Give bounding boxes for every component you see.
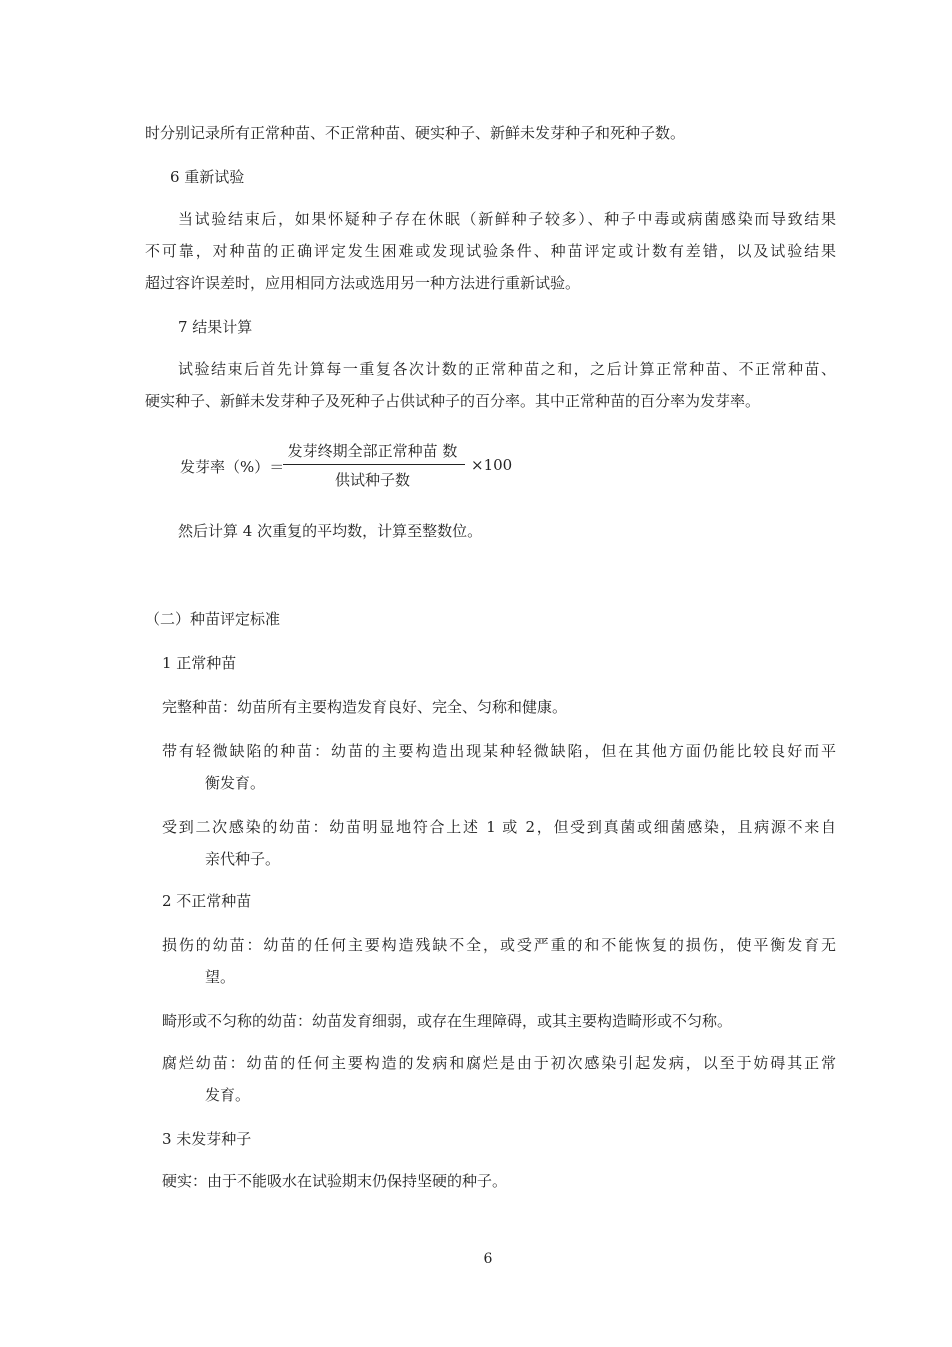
sub1-item2-line2: 衡发育。 [205, 774, 266, 792]
formula-multiplier: ×100 [471, 456, 513, 474]
paragraph-s6-line2: 不可靠，对种苗的正确评定发生困难或发现试验条件、种苗评定或计数有差错，以及试验结果 [145, 242, 836, 260]
sub2-item3-line1: 腐烂幼苗：幼苗的任何主要构造的发病和腐烂是由于初次感染引起发病，以至于妨碍其正常 [162, 1054, 836, 1072]
sub2-item3-line2: 发育。 [205, 1086, 251, 1104]
section-heading-7: 7 结果计算 [178, 318, 253, 336]
sub1-item2-line1: 带有轻微缺陷的种苗：幼苗的主要构造出现某种轻微缺陷，但在其他方面仍能比较良好而平 [162, 742, 836, 760]
section-heading-6: 6 重新试验 [170, 168, 245, 186]
formula-lhs: 发芽率（%）＝ [180, 458, 285, 476]
sub2-item1-line2: 望。 [205, 968, 236, 986]
paragraph-s7-after: 然后计算 4 次重复的平均数，计算至整数位。 [178, 522, 483, 540]
part2-heading: （二）种苗评定标准 [145, 610, 281, 628]
fraction-bar [283, 464, 465, 465]
sub1-heading: 1 正常种苗 [162, 654, 237, 672]
paragraph-s7-line2: 硬实种子、新鲜未发芽种子及死种子占供试种子的百分率。其中正常种苗的百分率为发芽率。 [145, 392, 761, 410]
sub1-item1: 完整种苗：幼苗所有主要构造发育良好、完全、匀称和健康。 [162, 698, 568, 716]
page-number: 6 [483, 1251, 493, 1267]
paragraph-s6-line3: 超过容许误差时，应用相同方法或选用另一种方法进行重新试验。 [145, 274, 581, 292]
paragraph-s6-line1: 当试验结束后，如果怀疑种子存在休眠（新鲜种子较多）、种子中毒或病菌感染而导致结果 [178, 210, 836, 228]
formula-denominator: 供试种子数 [334, 471, 410, 489]
paragraph-s5-tail: 时分别记录所有正常种苗、不正常种苗、硬实种子、新鲜未发芽种子和死种子数。 [145, 124, 686, 142]
sub3-item1: 硬实：由于不能吸水在试验期末仍保持坚硬的种子。 [162, 1172, 508, 1190]
sub2-heading: 2 不正常种苗 [162, 892, 252, 910]
sub1-item3-line1: 受到二次感染的幼苗：幼苗明显地符合上述 1 或 2，但受到真菌或细菌感染，且病源不来自 [162, 818, 836, 836]
sub2-item2: 畸形或不匀称的幼苗：幼苗发育细弱，或存在生理障碍，或其主要构造畸形或不匀称。 [162, 1012, 733, 1030]
sub1-item3-line2: 亲代种子。 [205, 850, 281, 868]
germination-rate-formula [180, 440, 580, 492]
sub2-item1-line1: 损伤的幼苗：幼苗的任何主要构造残缺不全，或受严重的和不能恢复的损伤，使平衡发育无 [162, 936, 836, 954]
formula-numerator: 发芽终期全部正常种苗 数 [287, 442, 458, 460]
sub3-heading: 3 未发芽种子 [162, 1130, 252, 1148]
paragraph-s7-line1: 试验结束后首先计算每一重复各次计数的正常种苗之和，之后计算正常种苗、不正常种苗、 [178, 360, 836, 378]
